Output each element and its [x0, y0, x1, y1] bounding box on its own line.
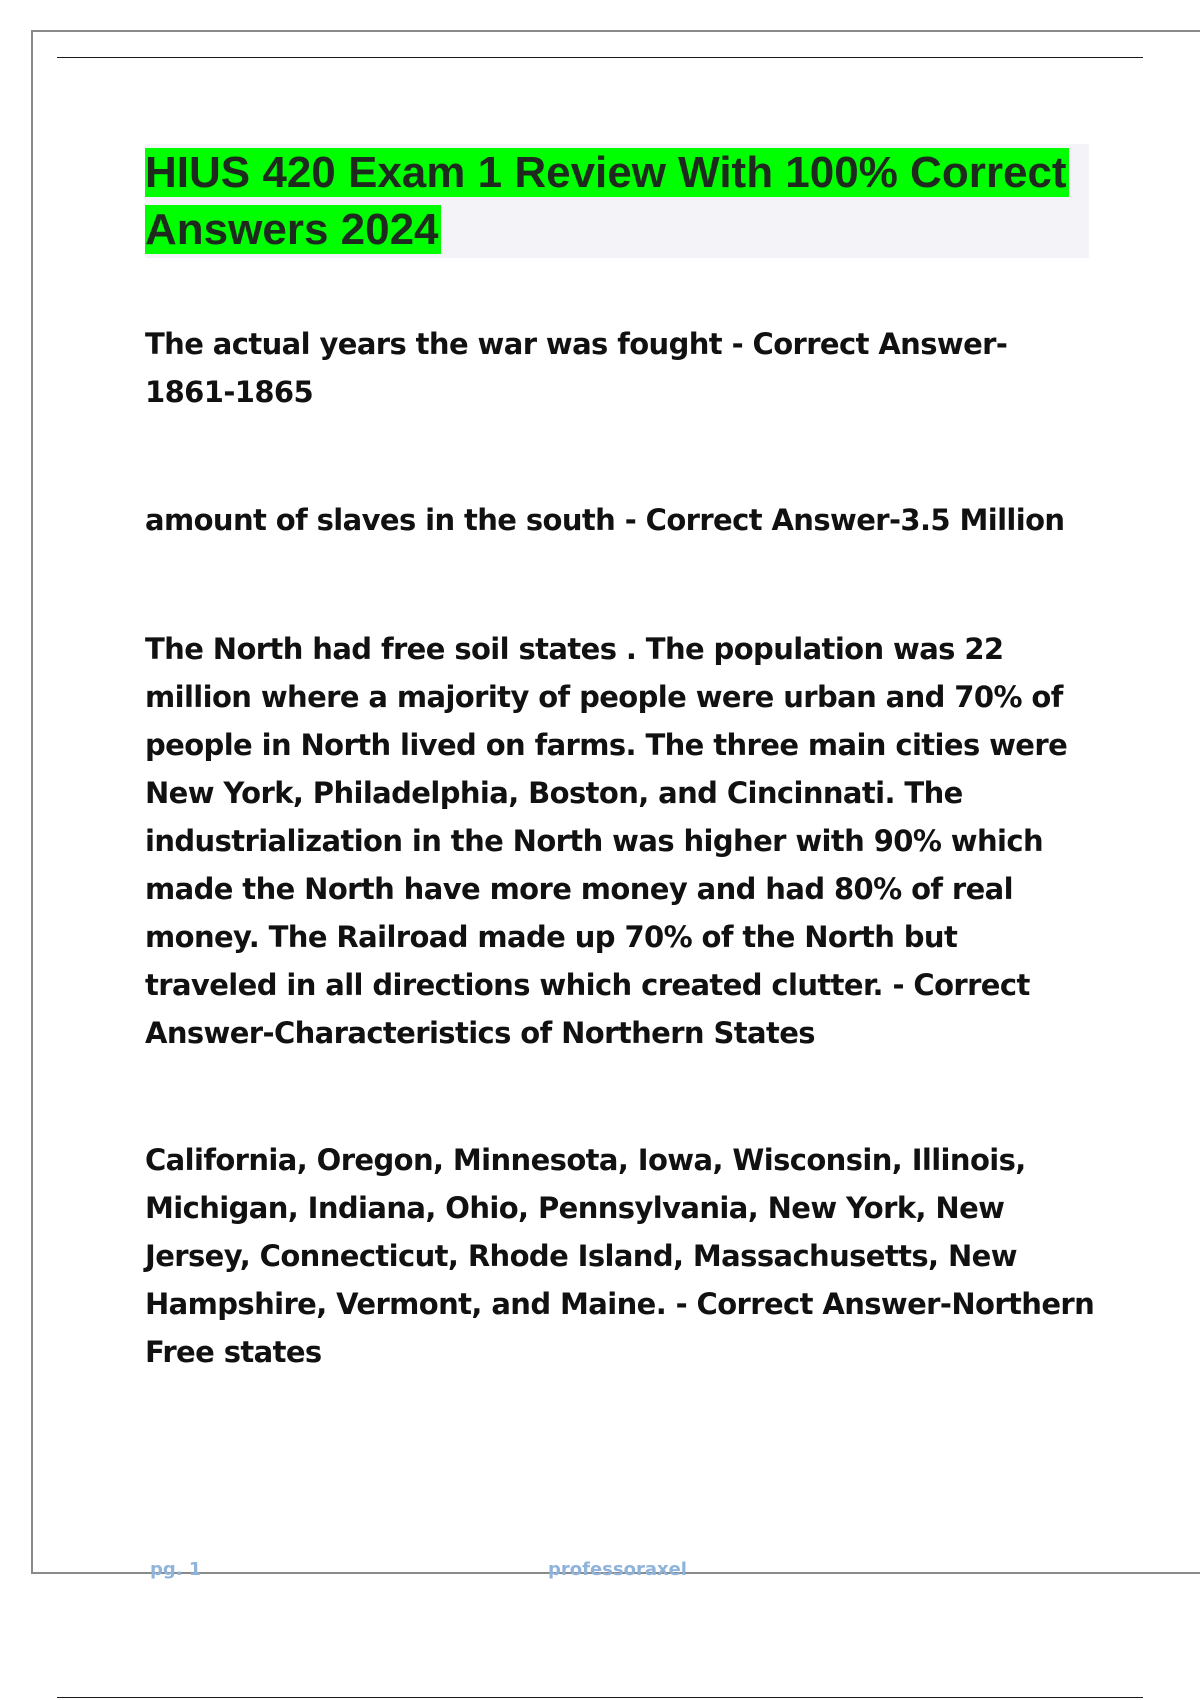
document-title: [145, 144, 1089, 258]
footer-rule: [57, 1697, 1143, 1698]
answer-separator: - Correct Answer-: [145, 968, 1030, 1050]
question-text: The actual years the war was fought: [145, 327, 723, 361]
qa-item: [145, 320, 1095, 416]
question-text: California, Oregon, Minnesota, Iowa, Wisconsin, Illinois, Michigan, Indiana, Ohio, Pennsylvania, New York, New Jersey, Connecticut, Rhode Island, Massachusetts, New Hampshire, Vermont, and Maine.: [145, 1143, 1026, 1321]
answer-text: Characteristics of Northern States: [273, 1016, 815, 1050]
question-text: The North had free soil states . The population was 22 million where a majority of people were urban and 70% of people in North lived on farms. The three main cities were New York, Philadelphia, Boston, and Cincinnati. The industrialization in the North was higher with 90% which made the North have more money and had 80% of real money. The Railroad made up 70% of the North but traveled in all directions which created clutter.: [145, 632, 1068, 1002]
answer-text: Northern Free states: [145, 1287, 1095, 1369]
answer-separator: - Correct Answer-: [666, 1287, 952, 1321]
title-highlight: HIUS 420 Exam 1 Review With 100% Correct Answers 2024: [145, 148, 1067, 254]
answer-separator: - Correct Answer-: [722, 327, 1008, 361]
qa-item: [145, 1136, 1095, 1376]
qa-item: [145, 496, 1095, 544]
author-watermark: professoraxel: [548, 1559, 687, 1580]
question-text: amount of slaves in the south: [145, 503, 616, 537]
qa-item: [145, 625, 1095, 1057]
answer-text: 1861-1865: [145, 375, 314, 409]
answer-separator: - Correct Answer-: [615, 503, 901, 537]
page-number: pg. 1: [150, 1559, 202, 1580]
header-rule: [57, 57, 1143, 58]
answer-text: 3.5 Million: [900, 503, 1065, 537]
title-block: [145, 144, 1089, 258]
